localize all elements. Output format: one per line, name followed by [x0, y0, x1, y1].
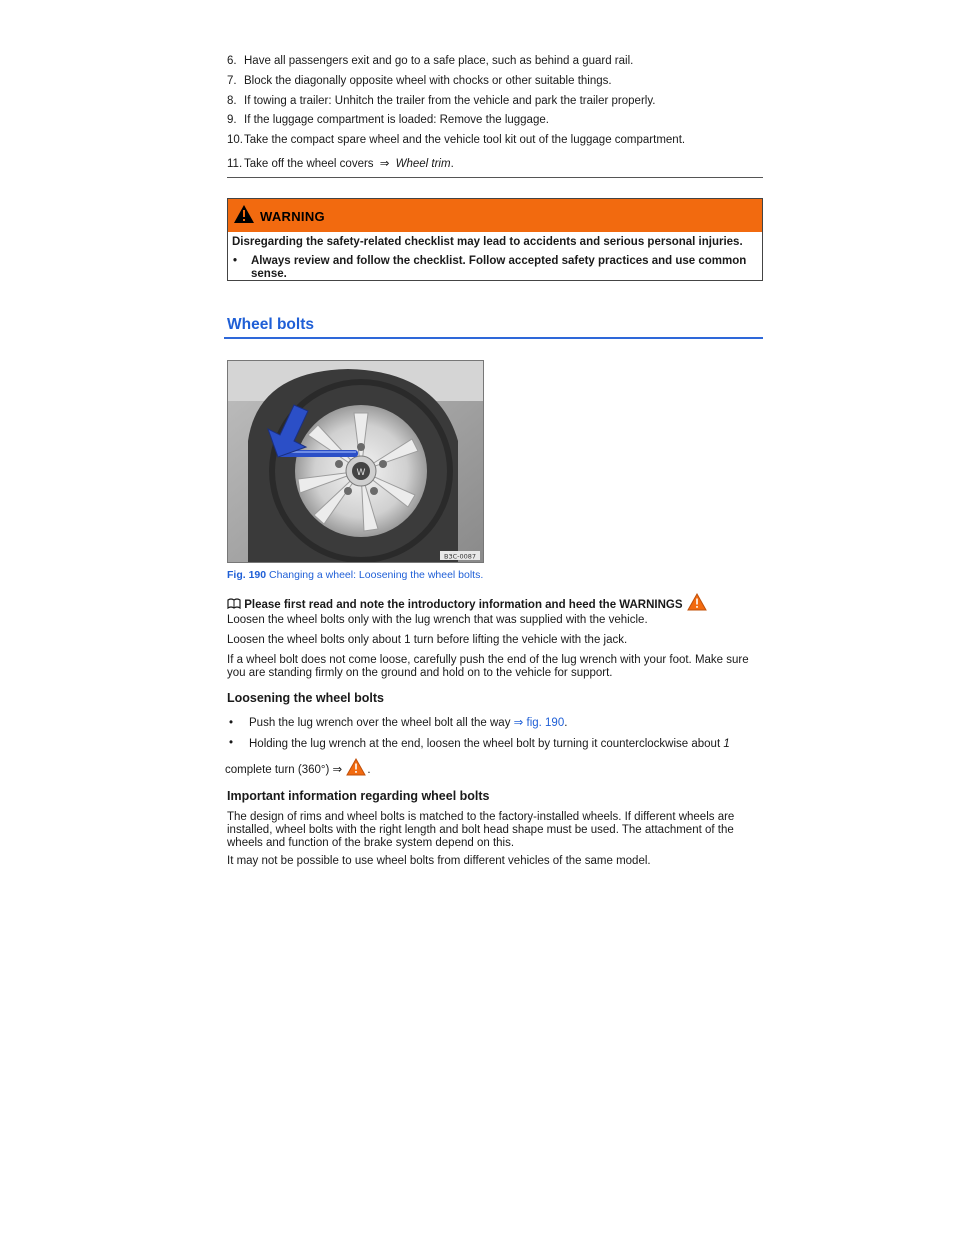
intro-line — [227, 593, 763, 612]
step-9 — [227, 113, 549, 127]
step-text: If the luggage compartment is loaded: Remove the luggage. — [244, 114, 549, 126]
figure-number: Fig. 190 — [227, 569, 267, 581]
step-text: Take the compact spare wheel and the vehicle tool kit out of the luggage compartment. — [244, 134, 686, 146]
paragraph: Loosen the wheel bolts only about 1 turn before lifting the vehicle with the jack. — [227, 634, 628, 646]
step-10 — [227, 133, 685, 147]
divider — [227, 177, 763, 178]
fig-190-link[interactable]: ⇒ fig. 190 — [513, 717, 565, 729]
bullet-dot-icon: • — [229, 717, 234, 729]
step-number: 9. — [227, 114, 237, 126]
intro-text: Please first read and note the introductory information and heed the WARNINGS — [244, 599, 683, 611]
warning-triangle-icon[interactable] — [687, 593, 707, 611]
svg-text:W: W — [356, 468, 366, 478]
section-underline — [224, 337, 763, 339]
step-text: Take off the wheel covers — [244, 158, 374, 170]
wheel-figure — [227, 360, 484, 563]
xref-arrow: ⇒ — [379, 158, 390, 170]
step-end: . — [450, 158, 454, 170]
warning-text: Disregarding the safety-related checklist may lead to accidents and serious personal injuries. — [232, 236, 743, 248]
step-number: 6. — [227, 55, 237, 67]
step-7 — [227, 74, 612, 88]
step-11 — [227, 157, 454, 171]
figure-caption-text: Changing a wheel: Loosening the wheel bolts. — [269, 569, 484, 581]
step-6 — [227, 54, 633, 68]
bullet-dot-icon: • — [229, 737, 234, 749]
step-number: 11. — [227, 158, 243, 170]
step-text: If towing a trailer: Unhitch the trailer from the vehicle and park the trailer properly. — [244, 95, 656, 107]
figure-caption — [227, 569, 483, 581]
bullet-item — [227, 737, 763, 755]
warning-body — [228, 232, 762, 281]
warning-header — [228, 199, 762, 232]
paragraph: It may not be possible to use wheel bolts from different vehicles of the same model. — [227, 855, 651, 867]
step-number: 10. — [227, 134, 243, 146]
wheel-illustration — [228, 361, 483, 562]
book-icon — [227, 598, 241, 609]
warning-triangle-icon — [233, 204, 255, 224]
step-8 — [227, 94, 655, 108]
step-text: Have all passengers exit and go to a safe place, such as behind a guard rail. — [244, 55, 634, 67]
bullet-item — [227, 717, 763, 730]
bullet-end: . — [367, 764, 371, 776]
paragraph: If a wheel bolt does not come loose, carefully push the end of the lug wrench with your foot. Make sure you are standing firmly on the ground and hold on to the vehicle for support. — [227, 654, 749, 679]
paragraph: The design of rims and wheel bolts is matched to the factory-installed wheels. If different wheels are installed, wheel bolts with the right length and bolt head shape must be used. The attachment of the wheels and function of the brake system depend on this. — [227, 811, 735, 849]
paragraph: Loosen the wheel bolts only with the lug wrench that was supplied with the vehicle. — [227, 614, 648, 626]
warning-bullet — [232, 255, 758, 281]
warning-bullet-text: Always review and follow the checklist. Follow accepted safety practices and use common sense. — [251, 255, 747, 280]
figure-code: B3C-0087 — [443, 552, 477, 561]
bullet-text: Push the lug wrench over the wheel bolt all the way — [249, 717, 511, 729]
section-title: Wheel bolts — [227, 316, 314, 333]
step-number: 7. — [227, 75, 237, 87]
bullet-italic: 1 — [723, 738, 730, 750]
warning-box — [227, 198, 763, 281]
bullet-text: Holding the lug wrench at the end, loosen the wheel bolt by turning it counterclockwise about — [249, 738, 721, 750]
warning-label: WARNING — [260, 209, 325, 224]
bullet-text: complete turn (360°) — [225, 764, 330, 776]
subheading: Important information regarding wheel bolts — [227, 789, 490, 803]
step-number: 8. — [227, 95, 237, 107]
subheading: Loosening the wheel bolts — [227, 691, 384, 705]
warning-triangle-icon[interactable] — [346, 758, 366, 776]
xref-wheel-trim-link[interactable]: Wheel trim — [395, 158, 451, 170]
bullet-dot-icon: • — [233, 255, 238, 267]
xref-arrow: ⇒ — [332, 764, 343, 776]
step-text: Block the diagonally opposite wheel with chocks or other suitable things. — [244, 75, 612, 87]
bullet-end: . — [564, 717, 568, 729]
bullet-continuation — [227, 758, 763, 778]
